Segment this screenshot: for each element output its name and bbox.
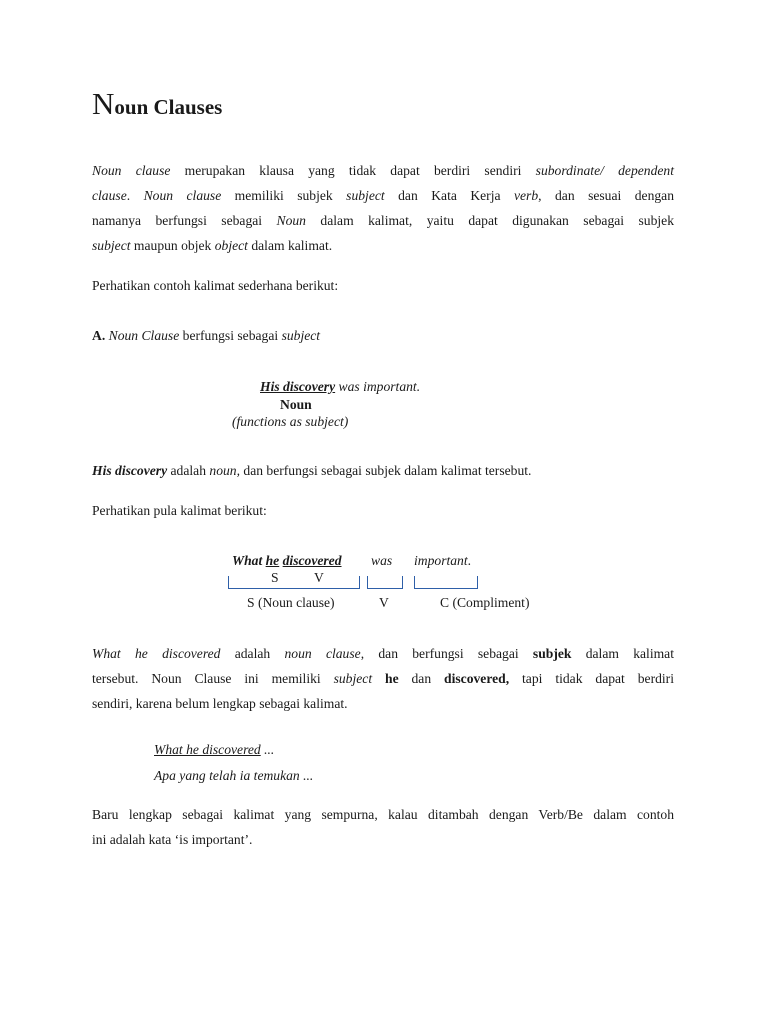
explanation-2-line-1: What he discovered adalah noun clause, dan berfungsi sebagai subjek dalam kalimat (92, 646, 674, 661)
example-3-line-1: What he discovered ... (154, 742, 275, 757)
example-3-line-2: Apa yang telah ia temukan ... (154, 768, 314, 783)
complement-bracket-label: C (Compliment) (440, 595, 530, 610)
intro-line-1: Noun clause merupakan klausa yang tidak dapat berdiri sendiri subordinate/ dependent (92, 163, 674, 178)
example-1-function-label: (functions as subject) (232, 414, 349, 429)
verb-bracket (367, 576, 403, 589)
section-a-heading: A. Noun Clause berfungsi sebagai subject (92, 328, 321, 343)
example-1-noun-label: Noun (280, 397, 312, 412)
complement-bracket (414, 576, 478, 589)
explanation-2-line-2: tersebut. Noun Clause ini memiliki subject he dan discovered, tapi tidak dapat berdiri (92, 671, 674, 686)
instruction-text-2: Perhatikan pula kalimat berikut: (92, 503, 267, 518)
explanation-2-line-3: sendiri, karena belum lengkap sebagai kalimat. (92, 696, 348, 711)
example-2-subject-clause: What he discovered (232, 553, 342, 568)
subject-bracket (228, 576, 360, 589)
example-2-complement: important. (414, 553, 472, 568)
final-line-2: ini adalah kata ‘is important’. (92, 832, 253, 847)
inner-subject-label: S (271, 570, 279, 585)
inner-verb-label: V (314, 570, 324, 585)
intro-line-3: namanya berfungsi sebagai Noun dalam kalimat, yaitu dapat digunakan sebagai subjek (92, 213, 674, 228)
final-line-1: Baru lengkap sebagai kalimat yang sempurna, kalau ditambah dengan Verb/Be dalam contoh (92, 807, 674, 822)
example-1-sentence: His discovery was important. (260, 379, 421, 394)
verb-bracket-label: V (379, 595, 389, 610)
page-title: Noun Clauses (92, 86, 223, 121)
subject-bracket-label: S (Noun clause) (247, 595, 335, 610)
intro-line-2: clause. Noun clause memiliki subjek subject dan Kata Kerja verb, dan sesuai dengan (92, 188, 674, 203)
explanation-1: His discovery adalah noun, dan berfungsi sebagai subjek dalam kalimat tersebut. (92, 463, 532, 478)
example-2-verb: was (371, 553, 393, 568)
intro-line-4: subject maupun objek object dalam kalimat. (92, 238, 333, 253)
instruction-text-1: Perhatikan contoh kalimat sederhana berikut: (92, 278, 339, 293)
